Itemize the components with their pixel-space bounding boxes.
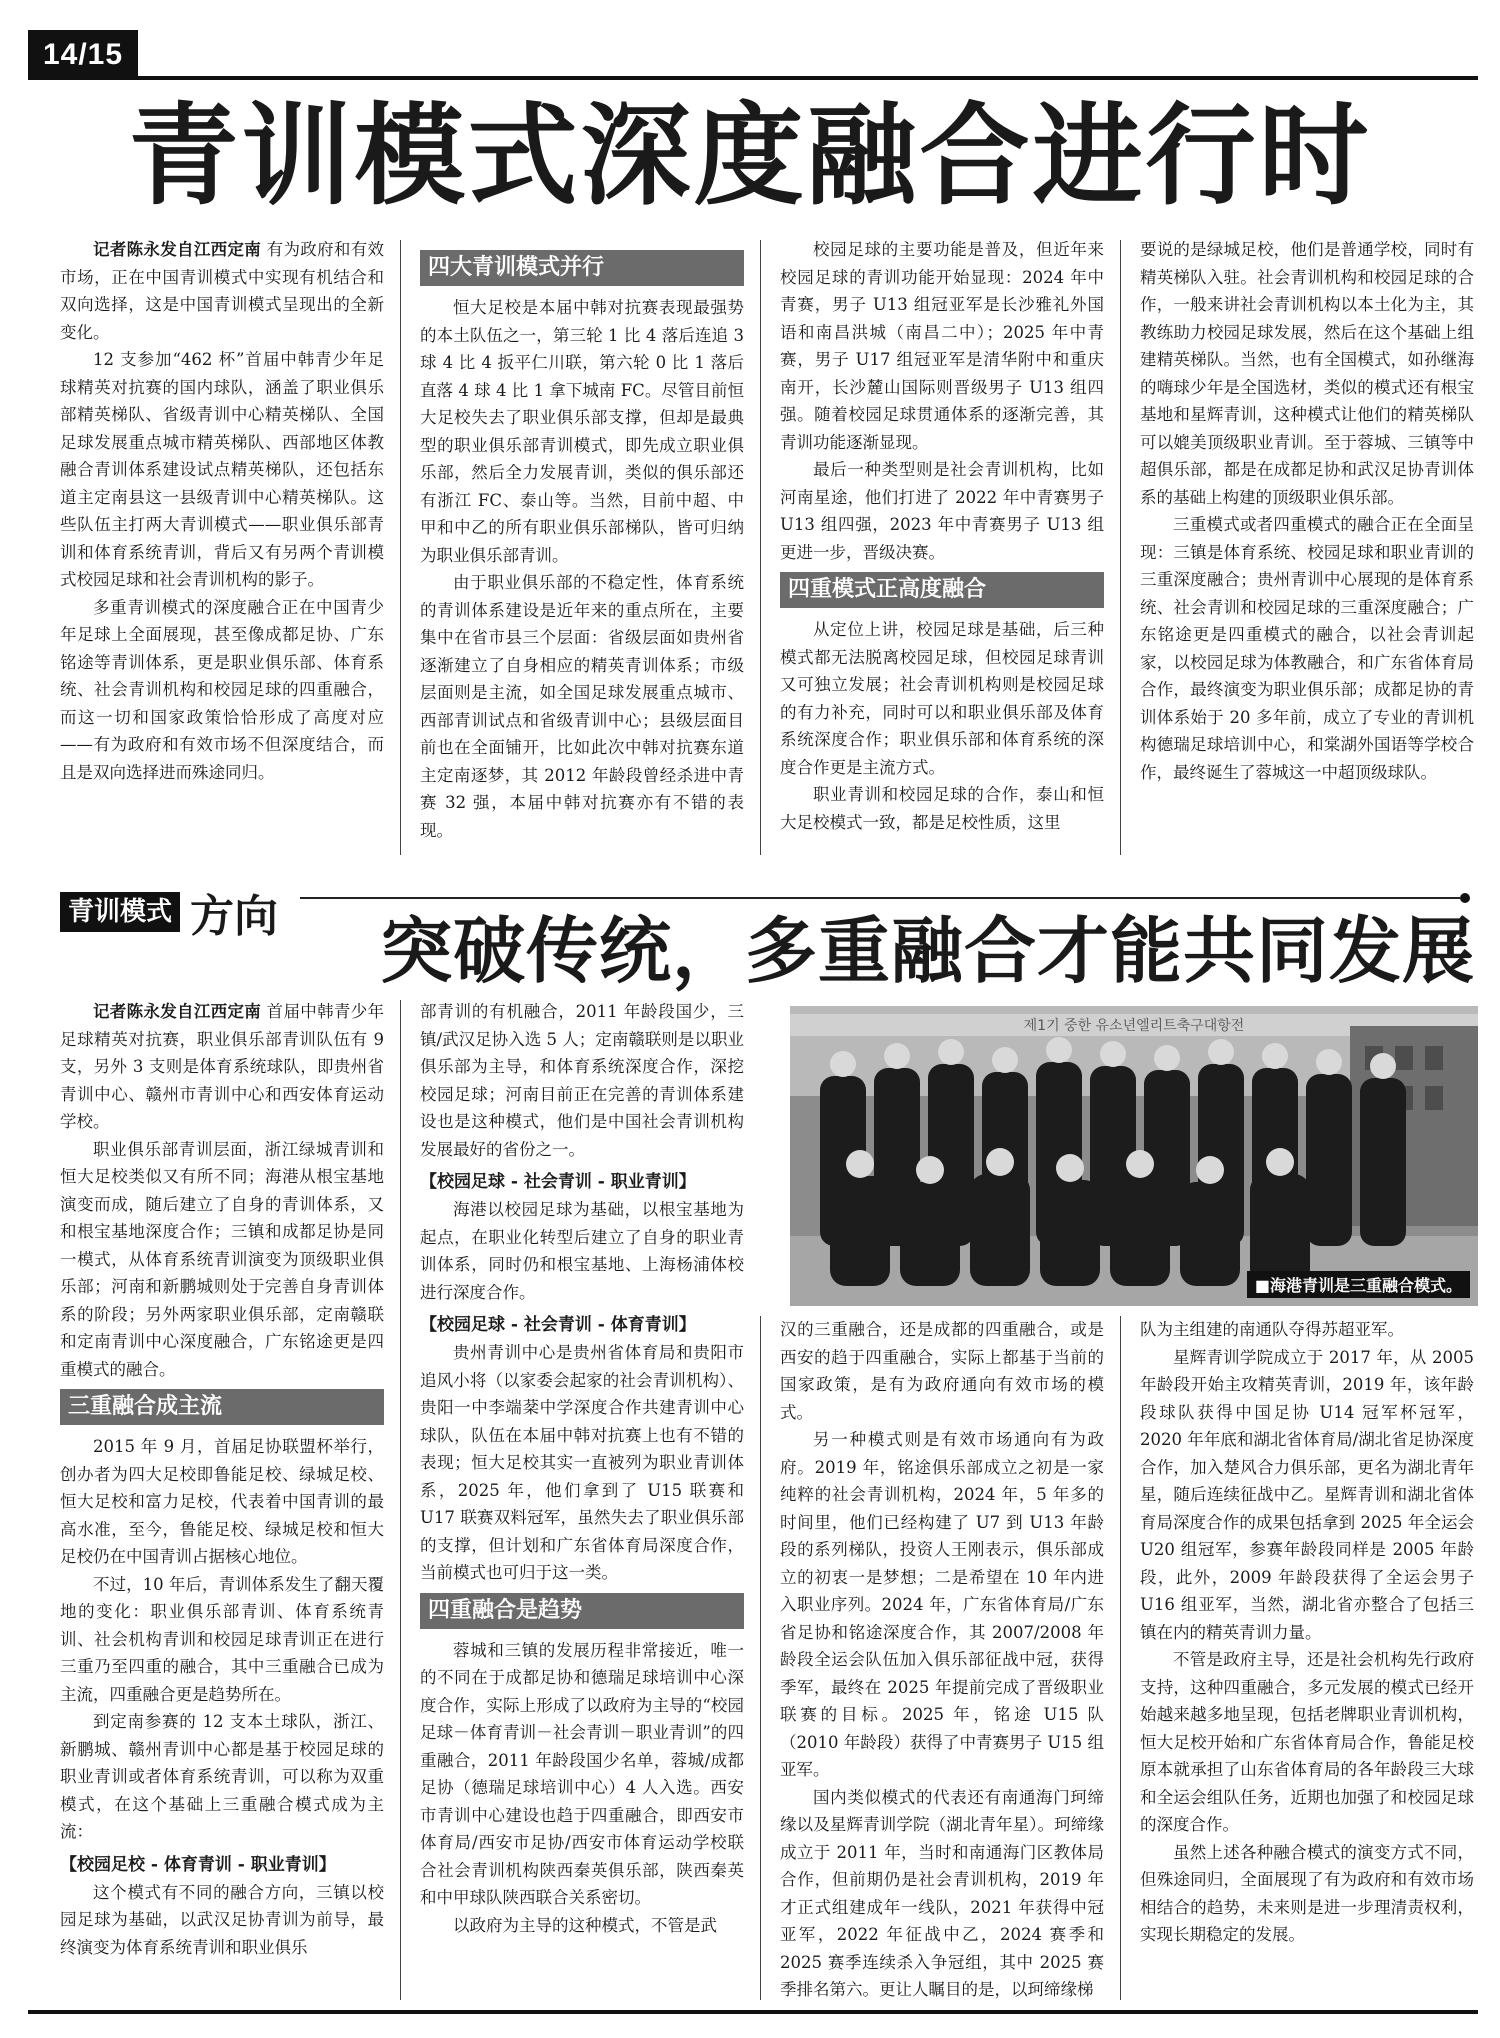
paragraph: 职业青训和校园足球的合作，泰山和恒大足校模式一致，都是足校性质，这里 xyxy=(780,785,1104,832)
model-tag: 【校园足球 - 社会青训 - 职业青训】 xyxy=(420,1172,696,1192)
column-divider xyxy=(400,240,401,855)
paragraph: 不管是政府主导，还是社会机构先行政府支持，这种四重融合，多元发展的模式已经开始越来越多地呈现，包括老牌职业青训机构，恒大足校开始和广东省体育局合作，鲁能足校原本就承担了山东省体育局的各年龄段三大球和全运会组队任务，近期也加强了和校园足球的深度合作。 xyxy=(1140,1650,1474,1834)
bottom-rule xyxy=(28,2010,1478,2014)
section-headline: 突破传统，多重融合才能共同发展 xyxy=(380,909,1476,993)
top-rule xyxy=(138,76,1478,80)
paragraph: 职业俱乐部青训层面，浙江绿城青训和恒大足校类似又有所不同；海港从根宝基地演变而成，随后建立了自身的青训体系，又和根宝基地深度合作；三镇和成都足协是同一模式，从体育系统青训演变为顶级职业俱乐部；河南和新鹏城则处于完善自身青训体系的阶段；另外两家职业俱乐部，定南赣联和定南青训中心深度融合，广东铭途更是四重模式的融合。 xyxy=(60,1139,384,1379)
team-photo xyxy=(790,1006,1478,1306)
byline: 记者陈永发自江西定南 xyxy=(93,1002,262,1021)
top-column-2 xyxy=(420,244,744,856)
paragraph: 蓉城和三镇的发展历程非常接近，唯一的不同在于成都足协和德瑞足球培训中心深度合作，实际上形成了以政府为主导的“校园足球－体育青训－社会青训－职业青训”的四重融合，2011 年龄段国少名单，蓉城/成都足协（德瑞足球培训中心）4 人入选。西安市青训中心建设也趋于四重融合，即西安市体育局/西安市足协/西安市体育运动学校联合社会青训机构陕西秦英俱乐部，陕西秦英和中甲球队陕西联合关系密切。 xyxy=(420,1640,744,1907)
section-word: 方向 xyxy=(190,891,279,942)
top-column-1 xyxy=(60,236,384,856)
top-column-4 xyxy=(1140,236,1474,856)
column-divider xyxy=(1120,1316,1121,2000)
team-photo-illustration xyxy=(790,1006,1478,1306)
paragraph: 首届中韩青少年足球精英对抗赛，职业俱乐部青训队伍有 9 支，另外 3 支则是体育系统球队，即贵州省青训中心、赣州市青训中心和西安体育运动学校。 xyxy=(60,1002,384,1131)
section-rule-dot xyxy=(1460,893,1470,903)
top-column-3 xyxy=(780,236,1104,856)
section-badge: 青训模式 xyxy=(60,892,180,932)
photo-caption: ■海港青训是三重融合模式。 xyxy=(1247,1271,1470,1298)
page-number: 14/15 xyxy=(28,30,138,80)
subhead: 四重模式正高度融合 xyxy=(780,572,1104,608)
paragraph: 恒大足校是本届中韩对抗赛表现最强势的本土队伍之一，第三轮 1 比 4 落后连追 3 球 4 比 4 扳平仁川联，第六轮 0 比 1 落后直落 4 球 4 比 1 拿下城南 FC。尽管目前恒大足校失去了职业俱乐部支撑，但却是最典型的职业俱乐部青训模式，即先成立职业俱乐部，然后全力发展青训，类似的俱乐部还有浙江 FC、泰山等。当然，目前中超、中甲和中乙的所有职业俱乐部梯队，皆可归纳为职业俱乐部青训。 xyxy=(420,298,744,565)
paragraph: 三重模式或者四重模式的融合正在全面呈现：三镇是体育系统、校园足球和职业青训的三重深度融合；贵州青训中心展现的是体育系统、社会青训和校园足球的三重深度融合；广东铭途更是四重模式的融合，以社会青训起家，以校园足球为体教融合，和广东省体育局合作，最终演变为职业俱乐部；成都足协的青训体系始于 20 多年前，成立了专业的青训机构德瑞足球培训中心，和棠湖外国语等学校合作，最终诞生了蓉城这一中超顶级球队。 xyxy=(1140,515,1474,782)
paragraph: 2015 年 9 月，首届足协联盟杯举行，创办者为四大足校即鲁能足校、绿城足校、恒大足校和富力足校，代表着中国青训的最高水准，至今，鲁能足校、绿城足校和恒大足校仍在中国青训占据核心地位。 xyxy=(60,1437,384,1566)
paragraph: 最后一种类型则是社会青训机构，比如河南星途，他们打进了 2022 年中青赛男子 U13 组四强，2023 年中青赛男子 U13 组更进一步，晋级决赛。 xyxy=(780,460,1104,562)
column-divider xyxy=(760,1316,761,2000)
paragraph: 从定位上讲，校园足球是基础，后三种模式都无法脱离校园足球，但校园足球青训又可独立发展；社会青训机构则是校园足球的有力补充，同时可以和职业俱乐部及体育系统深度合作；职业俱乐部和体育系统的深度合作更是主流方式。 xyxy=(780,620,1104,777)
paragraph: 海港以校园足球为基础，以根宝基地为起点，在职业化转型后建立了自身的职业青训体系，同时仍和根宝基地、上海杨浦体校进行深度合作。 xyxy=(420,1200,744,1302)
paragraph: 部青训的有机融合，2011 年龄段国少，三镇/武汉足协入选 5 人；定南赣联则是以职业俱乐部为主导，和体育系统深度合作，深挖校园足球；河南目前正在完善的青训体系建设也是这种模式，他们是中国社会青训机构发展最好的省份之一。 xyxy=(420,1002,744,1159)
paragraph: 贵州青训中心是贵州省体育局和贵阳市追风小将（以家委会起家的社会青训机构）、贵阳一中李端棻中学深度合作共建青训中心球队，队伍在本届中韩对抗赛上也有不错的表现；恒大足校其实一直被列为职业青训体系，2025 年，他们拿到了 U15 联赛和 U17 联赛双料冠军，虽然失去了职业俱乐部的支撑，但计划和广东省体育局深度合作，当前模式也可归于这一类。 xyxy=(420,1343,744,1582)
paragraph: 校园足球的主要功能是普及，但近年来校园足球的青训功能开始显现：2024 年中青赛，男子 U13 组冠亚军是长沙雅礼外国语和南昌洪城（南昌二中）；2025 年中青赛，男子 U17 组冠亚军是清华附中和重庆南开，长沙麓山国际则晋级男子 U13 组四强。随着校园足球贯通体系的逐渐完善，其青训功能逐渐显现。 xyxy=(780,240,1104,452)
model-tag: 【校园足球 - 社会青训 - 体育青训】 xyxy=(420,1315,696,1335)
subhead: 四大青训模式并行 xyxy=(420,250,744,286)
bottom-column-4 xyxy=(1140,1316,1474,2000)
byline: 记者陈永发自江西定南 xyxy=(93,240,262,259)
paragraph: 虽然上述各种融合模式的演变方式不同，但殊途同归，全面展现了有为政府和有效市场相结合的趋势，未来则是进一步理清责权利，实现长期稳定的发展。 xyxy=(1140,1842,1474,1944)
paragraph: 到定南参赛的 12 支本土球队，浙江、新鹏城、赣州青训中心都是基于校园足球的职业青训或者体育系统青训，可以称为双重模式，在这个基础上三重融合模式成为主流： xyxy=(60,1712,384,1841)
paragraph: 队为主组建的南通队夺得苏超亚军。 xyxy=(1140,1320,1404,1339)
paragraph: 这个模式有不同的融合方向，三镇以校园足球为基础，以武汉足协青训为前导，最终演变为体育系统青训和职业俱乐 xyxy=(60,1882,384,1957)
bottom-column-3 xyxy=(780,1316,1104,2000)
paragraph: 不过，10 年后，青训体系发生了翻天覆地的变化：职业俱乐部青训、体育系统青训、社会机构青训和校园足球青训正在进行三重乃至四重的融合，其中三重融合已成为主流，四重融合更是趋势所在。 xyxy=(60,1574,384,1704)
paragraph: 12 支参加“462 杯”首届中韩青少年足球精英对抗赛的国内球队，涵盖了职业俱乐部精英梯队、省级青训中心精英梯队、全国足球发展重点城市精英梯队、西部地区体教融合青训体系建设试点精英梯队，还包括东道主定南县这一县级青训中心精英梯队。这些队伍主打两大青训模式——职业俱乐部青训和体育系统青训，背后又有另两个青训模式校园足球和社会青训机构的影子。 xyxy=(60,350,384,589)
paragraph: 有为政府和有效市场，正在中国青训模式中实现有机结合和双向选择，这是中国青训模式呈现出的全新变化。 xyxy=(60,240,384,342)
subhead: 四重融合是趋势 xyxy=(420,1593,744,1629)
main-headline: 青训模式深度融合进行时 xyxy=(128,92,1372,220)
paragraph: 星辉青训学院成立于 2017 年，从 2005 年龄段开始主攻精英青训，2019 年，该年龄段球队获得中国足协 U14 冠军杯冠军，2020 年年底和湖北省体育局/湖北省足协深度合作，加入楚风合力俱乐部，更名为湖北青年星，随后连续征战中乙。星辉青训和湖北省体育局深度合作的成果包括拿到 2025 年全运会 U20 组冠军，参赛年龄段同样是 2005 年龄段，此外，2009 年龄段获得了全运会男子 U16 组亚军，当然，湖北省亦整合了包括三镇在内的精英青训力量。 xyxy=(1140,1347,1474,1642)
paragraph: 由于职业俱乐部的不稳定性，体育系统的青训体系建设是近年来的重点所在，主要集中在省市县三个层面：省级层面如贵州省逐渐建立了自身相应的精英青训体系；市级层面则是主流，如全国足球发展重点城市、西部青训试点和省级青训中心；县级层面目前也在全面铺开，比如此次中韩对抗赛东道主定南逐梦，其 2012 年龄段曾经杀进中青赛 32 强，本届中韩对抗赛亦有不错的表现。 xyxy=(420,573,744,840)
column-divider xyxy=(760,240,761,855)
column-divider xyxy=(1120,240,1121,855)
subhead: 三重融合成主流 xyxy=(60,1389,384,1425)
paragraph: 国内类似模式的代表还有南通海门珂缔缘以及星辉青训学院（湖北青年星）。珂缔缘成立于 2011 年，当时和南通海门区教体局合作，但前期仍是社会青训机构，2019 年才正式组建成年一线队，2021 年获得中冠亚军，2022 年征战中乙，2024 赛季和 2025 赛季连续杀入争冠组，其中 2025 赛季排名第六。更让人瞩目的是，以珂缔缘梯 xyxy=(780,1787,1104,1999)
photo-banner-text: 제1기 중한 유소년엘리트축구대항전 xyxy=(1023,1018,1245,1034)
paragraph: 多重青训模式的深度融合正在中国青少年足球上全面展现，甚至像成都足协、广东铭途等青训体系，更是职业俱乐部、体育系统、社会青训机构和校园足球的四重融合，而这一切和国家政策恰恰形成了高度对应——有为政府和有效市场不但深度结合，而且是双向选择进而殊途同归。 xyxy=(60,597,384,782)
section-label xyxy=(60,880,278,944)
paragraph: 另一种模式则是有效市场通向有为政府。2019 年，铭途俱乐部成立之初是一家纯粹的社会青训机构，2024 年，5 年多的时间里，他们已经构建了 U7 到 U13 年龄段的系列梯队，投资人王刚表示，俱乐部成立的初衷一是梦想；二是希望在 10 年内进入职业序列。2024 年，广东省体育局/广东省足协和铭途深度合作，其 2007/2008 年龄段全运会队伍加入俱乐部征战中冠，获得季军，最终在 2025 年提前完成了晋级职业联赛的目标。2025 年，铭途 U15 队（2010 年龄段）获得了中青赛男子 U15 组亚军。 xyxy=(780,1430,1104,1779)
paragraph: 以政府为主导的这种模式，不管是武 xyxy=(453,1915,717,1935)
bottom-column-1 xyxy=(60,998,384,2000)
column-divider xyxy=(400,1000,401,2000)
paragraph: 要说的是绿城足校，他们是普通学校，同时有精英梯队入驻。社会青训机构和校园足球的合作，一般来讲社会青训机构以本土化为主，其教练助力校园足球发展，然后在这个基础上组建精英梯队。当然，也有全国模式，如孙继海的嗨球少年是全国选材，类似的模式还有根宝基地和星辉青训，这种模式让他们的精英梯队可以媲美顶级职业青训。至于蓉城、三镇等中超俱乐部，都是在成都足协和武汉足协青训体系的基础上构建的顶级职业俱乐部。 xyxy=(1140,240,1474,507)
paragraph: 汉的三重融合，还是成都的四重融合，或是西安的趋于四重融合，实际上都基于当前的国家政策，是有为政府通向有效市场的模式。 xyxy=(780,1320,1104,1422)
bottom-column-2 xyxy=(420,998,744,2000)
model-tag: 【校园足校 - 体育青训 - 职业青训】 xyxy=(60,1854,336,1875)
section-rule xyxy=(300,897,1460,899)
